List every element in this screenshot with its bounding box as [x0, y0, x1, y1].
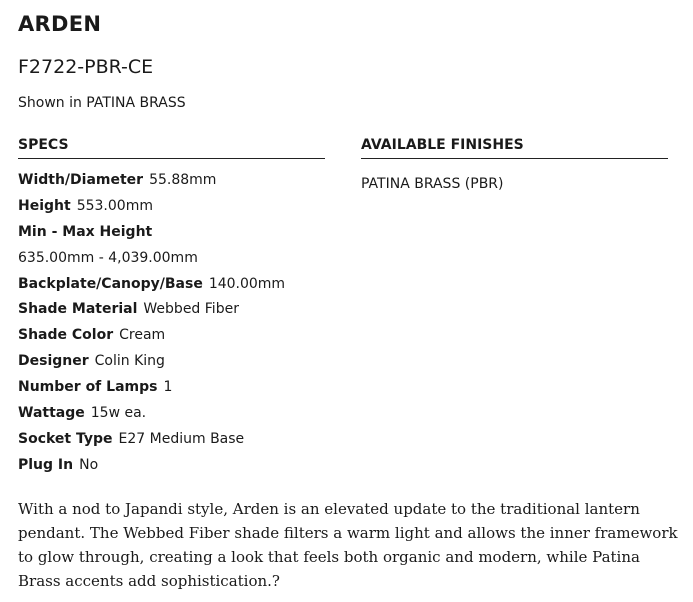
product-title: ARDEN	[18, 12, 102, 36]
spec-row-designer	[18, 349, 325, 375]
specs-heading: SPECS	[18, 137, 325, 159]
spec-label: Number of Lamps	[18, 379, 158, 396]
spec-value: Colin King	[94, 353, 165, 370]
finish-item: PATINA BRASS (PBR)	[361, 176, 504, 192]
spec-row-min-max-height	[18, 220, 325, 246]
spec-row-number-of-lamps	[18, 375, 325, 401]
spec-row-wattage	[18, 401, 325, 427]
product-detail	[18, 0, 678, 602]
spec-value: 635.00mm - 4,039.00mm	[18, 249, 198, 266]
spec-label: Designer	[18, 353, 89, 370]
spec-value: No	[79, 456, 99, 473]
finishes-heading: AVAILABLE FINISHES	[361, 137, 668, 159]
spec-value: Cream	[119, 327, 166, 344]
product-description: With a nod to Japandi style, Arden is an elevated update to the traditional lantern pendant. The Webbed Fiber shade filters a warm light and allows the inner framework to glow through, creating a look that feels both organic and modern, while Patina Brass accents add sophistication.?	[18, 500, 678, 590]
spec-label: Plug In	[18, 456, 74, 473]
finishes-section	[361, 137, 668, 193]
spec-label: Wattage	[18, 405, 85, 422]
spec-value: 55.88mm	[149, 172, 217, 188]
spec-row-socket-type	[18, 427, 325, 453]
spec-row-min-max-height-value	[18, 246, 325, 272]
spec-row-height	[18, 194, 325, 220]
spec-row-width-diameter	[18, 168, 325, 194]
spec-row-plug-in	[18, 453, 325, 479]
spec-label: Shade Color	[18, 327, 114, 344]
shown-in-finish: Shown in PATINA BRASS	[18, 95, 186, 111]
spec-label: Width/Diameter	[18, 172, 144, 188]
spec-row-shade-material	[18, 297, 325, 323]
spec-value: 140.00mm	[208, 275, 286, 292]
spec-label: Height	[18, 197, 71, 214]
spec-label: Backplate/Canopy/Base	[18, 275, 203, 292]
specs-list	[18, 168, 325, 479]
spec-label: Shade Material	[18, 301, 138, 318]
spec-value: 15w ea.	[90, 405, 147, 422]
spec-row-shade-color	[18, 323, 325, 349]
spec-value: 1	[163, 379, 173, 396]
spec-value: E27 Medium Base	[118, 430, 245, 447]
spec-label: Socket Type	[18, 430, 113, 447]
specs-section	[18, 137, 325, 479]
spec-row-backplate	[18, 272, 325, 298]
spec-label: Min - Max Height	[18, 223, 153, 240]
spec-value: Webbed Fiber	[143, 301, 239, 318]
spec-value: 553.00mm	[76, 197, 153, 214]
product-sku: F2722-PBR-CE	[18, 56, 154, 78]
